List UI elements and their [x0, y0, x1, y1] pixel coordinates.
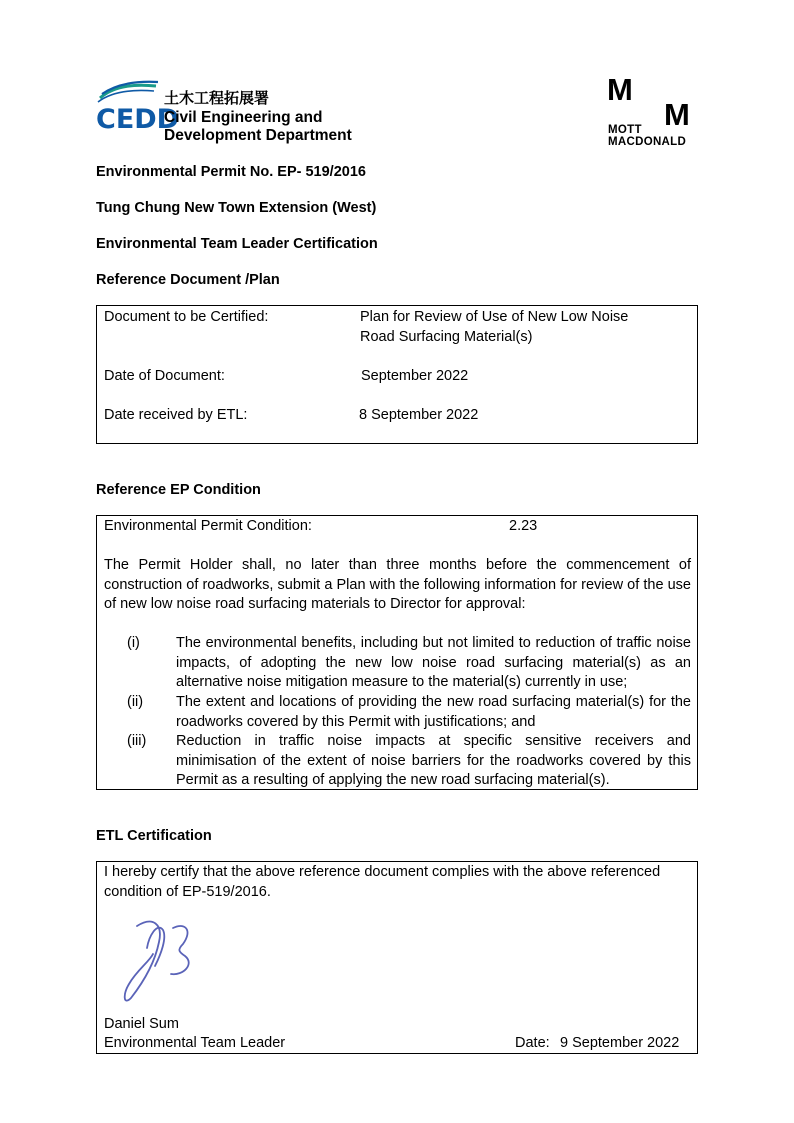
doc-value-line1: Plan for Review of Use of New Low Noise [360, 309, 629, 325]
list-item-text: The environmental benefits, including but not limited to reduction of traffic noise impacts, of adopting the new low noise road surfacing material(s) as an alternative noise mitigation measure to the material(s) currently in use; [176, 635, 691, 690]
list-item-number: (i) [127, 635, 140, 651]
date-of-document-label: Date of Document: [104, 368, 225, 384]
date-received-value: 8 September 2022 [359, 407, 479, 423]
project-title: Tung Chung New Town Extension (West) [96, 200, 377, 216]
mm-word-2: MACDONALD [608, 136, 687, 148]
signer-title: Environmental Team Leader [104, 1035, 286, 1051]
reference-document-heading: Reference Document /Plan [96, 272, 280, 288]
ep-condition-label: Environmental Permit Condition: [104, 518, 312, 534]
signature-date-label: Date: [515, 1035, 550, 1051]
cedd-acronym: CEDD [96, 104, 180, 135]
list-item-text: The extent and locations of providing the new road surfacing material(s) for the roadworks covered by this Permit with justifications; and [176, 694, 691, 730]
signer-name: Daniel Sum [104, 1016, 179, 1032]
list-item-number: (iii) [127, 733, 147, 749]
list-item-number: (ii) [127, 694, 144, 710]
cedd-name-line2: Development Department [164, 127, 352, 144]
doc-value-line2: Road Surfacing Material(s) [360, 329, 533, 345]
permit-number: Environmental Permit No. EP- 519/2016 [96, 164, 366, 180]
mott-macdonald-logo [606, 74, 698, 150]
cedd-name-line1: Civil Engineering and [164, 109, 323, 126]
doc-label: Document to be Certified: [104, 309, 269, 325]
date-of-document-value: September 2022 [361, 368, 469, 384]
mm-word-1: MOTT [608, 124, 642, 136]
ep-condition-intro: The Permit Holder shall, no later than three months before the commencement of construction of roadworks, submit a Plan with the following information for review of the use of new low noise road surfacing materials to Director for approval: [104, 557, 691, 612]
ep-condition-number: 2.23 [509, 518, 538, 534]
cedd-chinese-name: 土木工程拓展署 [164, 89, 270, 107]
list-item-text: Reduction in traffic noise impacts at specific sensitive receivers and minimisation of the extent of noise barriers for the roadworks covered by this Permit as a resulting of applying the new road surfacing material(s). [176, 733, 691, 788]
signature-image [119, 914, 199, 1009]
certification-title: Environmental Team Leader Certification [96, 236, 378, 252]
certification-statement: I hereby certify that the above reference document complies with the above referenced condition of EP-519/2016. [104, 864, 661, 900]
signature-date-value: 9 September 2022 [560, 1035, 680, 1051]
mm-letter-2: M [664, 97, 690, 132]
reference-document-box [96, 305, 698, 444]
etl-certification-box [96, 861, 698, 1054]
ep-condition-heading: Reference EP Condition [96, 482, 261, 498]
cedd-wave-emblem [96, 80, 180, 135]
cedd-logo [96, 80, 366, 146]
date-received-label: Date received by ETL: [104, 407, 248, 423]
ep-condition-box [96, 515, 698, 790]
etl-certification-heading: ETL Certification [96, 828, 212, 844]
mm-letter-1: M [607, 72, 633, 107]
